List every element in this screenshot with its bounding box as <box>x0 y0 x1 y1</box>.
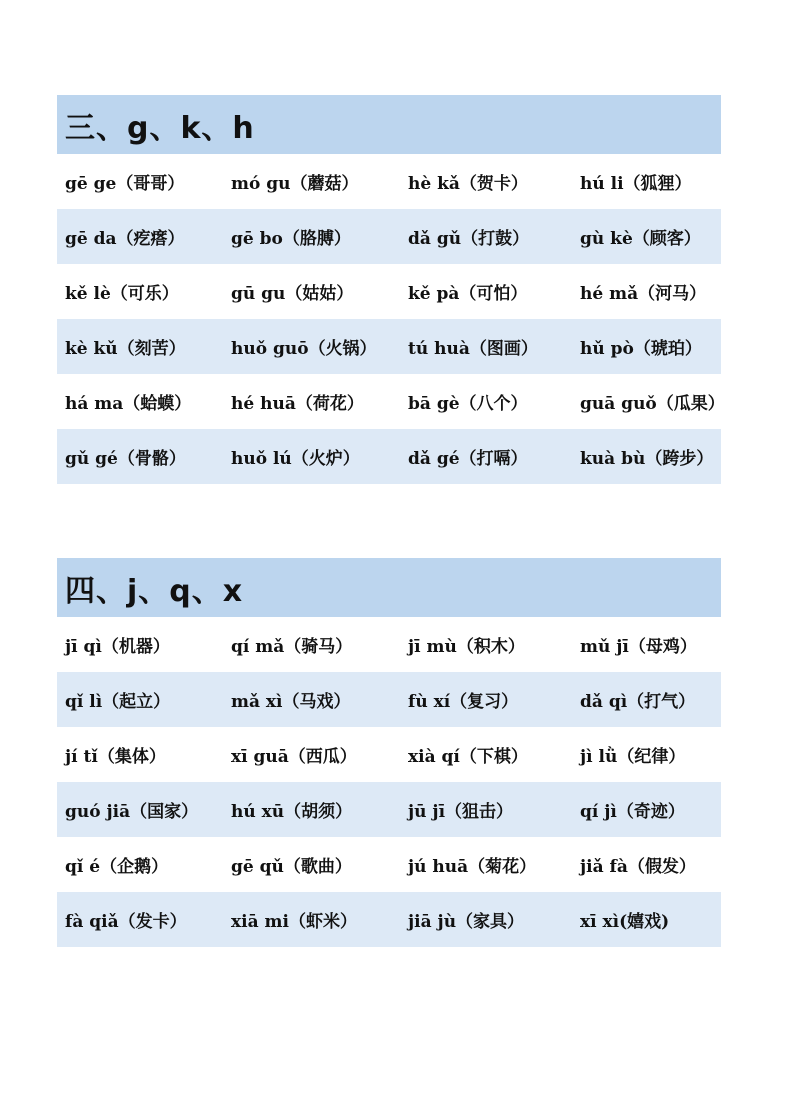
word-cell: huǒ guō（火锅） <box>231 339 377 359</box>
word-cell: qǐ é（企鹅） <box>65 857 169 877</box>
word-cell: jī qì（机器） <box>65 637 170 657</box>
word-cell: mǔ jī（母鸡） <box>580 637 697 657</box>
word-cell: gǔ gé（骨骼） <box>65 449 186 469</box>
table-row <box>57 617 721 672</box>
word-cell: kě lè（可乐） <box>65 284 179 304</box>
word-cell: qí jì（奇迹） <box>580 802 685 822</box>
table-row <box>57 429 721 484</box>
word-cell: guā guǒ（瓜果） <box>580 394 725 414</box>
section-title: 三、g、k、h <box>65 110 255 146</box>
word-cell: jí tǐ（集体） <box>65 747 166 767</box>
word-cell: hé huā（荷花） <box>231 394 364 414</box>
word-cell: xī guā（西瓜） <box>231 747 357 767</box>
table-row <box>57 892 721 947</box>
word-cell: fà qiǎ（发卡） <box>65 912 187 932</box>
table-row <box>57 154 721 209</box>
word-cell: kè kǔ（刻苦） <box>65 339 186 359</box>
word-cell: gē qǔ（歌曲） <box>231 857 352 877</box>
word-cell: xià qí（下棋） <box>408 747 528 767</box>
word-cell: gē da（疙瘩） <box>65 229 185 249</box>
word-cell: hé mǎ（河马） <box>580 284 707 304</box>
word-cell: jiǎ fà（假发） <box>580 857 696 877</box>
section-title: 四、j、q、x <box>65 573 244 609</box>
table-row <box>57 672 721 727</box>
word-cell: gē bo（胳膊） <box>231 229 351 249</box>
word-cell: mó gu（蘑菇） <box>231 174 359 194</box>
word-cell: jì lǜ（纪律） <box>580 747 686 767</box>
section-g-k-h <box>57 95 725 484</box>
word-cell: dǎ qì（打气） <box>580 692 696 712</box>
word-cell: jiā jù（家具） <box>408 912 525 932</box>
section-j-q-x <box>57 558 721 947</box>
table-row <box>57 727 721 782</box>
word-cell: hǔ pò（琥珀） <box>580 339 702 359</box>
word-cell: xī xì(嬉戏) <box>580 912 670 932</box>
word-cell: mǎ xì（马戏） <box>231 692 351 712</box>
table-row <box>57 374 725 429</box>
word-cell: kuà bù（跨步） <box>580 449 714 469</box>
word-cell: huǒ lú（火炉） <box>231 449 360 469</box>
word-cell: jú huā（菊花） <box>408 857 537 877</box>
section-header <box>57 558 721 617</box>
table-row <box>57 264 721 319</box>
word-cell: qǐ lì（起立） <box>65 692 171 712</box>
word-cell: gù kè（顾客） <box>580 229 701 249</box>
word-cell: tú huà（图画） <box>408 339 538 359</box>
word-cell: dǎ gé（打嗝） <box>408 449 528 469</box>
word-cell: hú li（狐狸） <box>580 174 692 194</box>
word-cell: xiā mi（虾米） <box>231 912 357 932</box>
table-row <box>57 782 721 837</box>
word-cell: fù xí（复习） <box>408 692 519 712</box>
table-row <box>57 319 721 374</box>
word-cell: guó jiā（国家） <box>65 802 199 822</box>
word-cell: há ma（蛤蟆） <box>65 394 192 414</box>
word-cell: gū gu（姑姑） <box>231 284 354 304</box>
word-cell: bā gè（八个） <box>408 394 528 414</box>
section-header <box>57 95 721 154</box>
table-row <box>57 837 721 892</box>
table-row <box>57 209 721 264</box>
word-cell: dǎ gǔ（打鼓） <box>408 229 530 249</box>
word-cell: qí mǎ（骑马） <box>231 637 353 657</box>
word-cell: hè kǎ（贺卡） <box>408 174 528 194</box>
word-cell: kě pà（可怕） <box>408 284 528 304</box>
word-cell: jū jī（狙击） <box>408 802 514 822</box>
word-cell: jī mù（积木） <box>408 637 525 657</box>
word-cell: gē ge（哥哥） <box>65 174 185 194</box>
word-cell: hú xū（胡须） <box>231 802 353 822</box>
